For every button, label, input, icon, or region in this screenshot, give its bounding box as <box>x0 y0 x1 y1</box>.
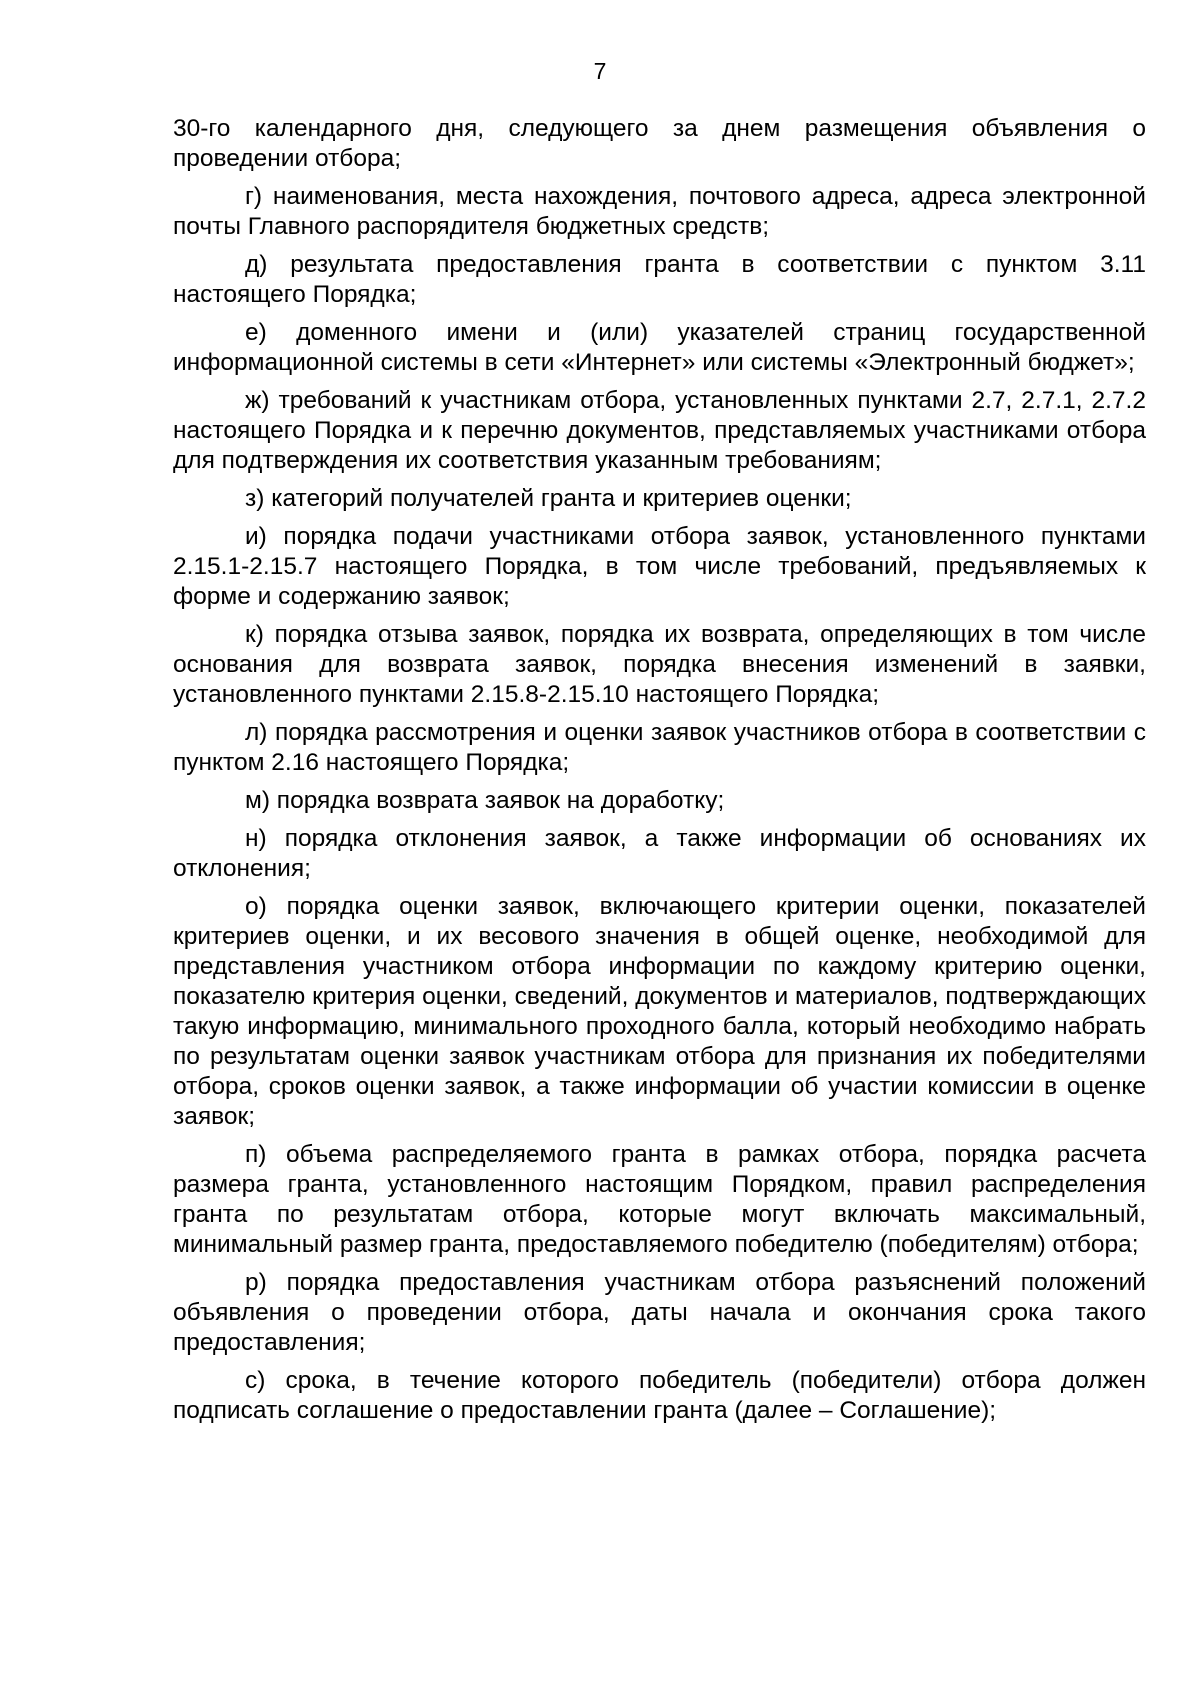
paragraph-item-s: с) срока, в течение которого победитель (победители) отбора должен подписать соглашение о предоставлении гранта (далее – Соглашение); <box>173 1367 1146 1424</box>
paragraph-item-p: п) объема распределяемого гранта в рамках отбора, порядка расчета размера гранта, установленного настоящим Порядком, правил распределения гранта по результатам отбора, которые могут включать максимальный, минимальный размер гранта, предоставляемого победителю (победителям) отбора; <box>173 1141 1146 1258</box>
page-number: 7 <box>593 58 607 84</box>
paragraph-item-g: г) наименования, места нахождения, почтового адреса, адреса электронной почты Главного распорядителя бюджетных средств; <box>173 183 1146 240</box>
paragraph-item-k: к) порядка отзыва заявок, порядка их возврата, определяющих в том числе основания для возврата заявок, порядка внесения изменений в заявки, установленного пунктами 2.15.8-2.15.10 настоящего Порядка; <box>173 621 1146 708</box>
paragraph-item-e: е) доменного имени и (или) указателей страниц государственной информационной системы в сети «Интернет» или системы «Электронный бюджет»; <box>173 319 1146 376</box>
document-body <box>173 114 1146 1434</box>
paragraph-item-r: р) порядка предоставления участникам отбора разъяснений положений объявления о проведении отбора, даты начала и окончания срока такого предоставления; <box>173 1269 1146 1356</box>
paragraph-item-n: н) порядка отклонения заявок, а также информации об основаниях их отклонения; <box>173 825 1146 882</box>
paragraph-item-o: о) порядка оценки заявок, включающего критерии оценки, показателей критериев оценки, и их весового значения в общей оценке, необходимой для представления участником отбора информации по каждому критерию оценки, показателю критерия оценки, сведений, документов и материалов, подтверждающих такую информацию, минимального проходного балла, который необходимо набрать по результатам оценки заявок участникам отбора для признания их победителями отбора, сроков оценки заявок, а также информации об участии комиссии в оценке заявок; <box>173 893 1146 1130</box>
paragraph-item-l: л) порядка рассмотрения и оценки заявок участников отбора в соответствии с пунктом 2.16 настоящего Порядка; <box>173 719 1146 776</box>
paragraph-item-z: з) категорий получателей гранта и критериев оценки; <box>245 485 852 512</box>
paragraph-item-i: и) порядка подачи участниками отбора заявок, установленного пунктами 2.15.1-2.15.7 настоящего Порядка, в том числе требований, предъявляемых к форме и содержанию заявок; <box>173 523 1146 610</box>
paragraph-item-m: м) порядка возврата заявок на доработку; <box>245 787 725 814</box>
paragraph-item-d: д) результата предоставления гранта в соответствии с пунктом 3.11 настоящего Порядка; <box>173 251 1146 308</box>
paragraph-item-zh: ж) требований к участникам отбора, установленных пунктами 2.7, 2.7.1, 2.7.2 настоящего Порядка и к перечню документов, представляемых участниками отбора для подтверждения их соответствия указанным требованиям; <box>173 387 1146 474</box>
paragraph-continuation: 30-го календарного дня, следующего за днем размещения объявления о проведении отбора; <box>173 115 1146 172</box>
